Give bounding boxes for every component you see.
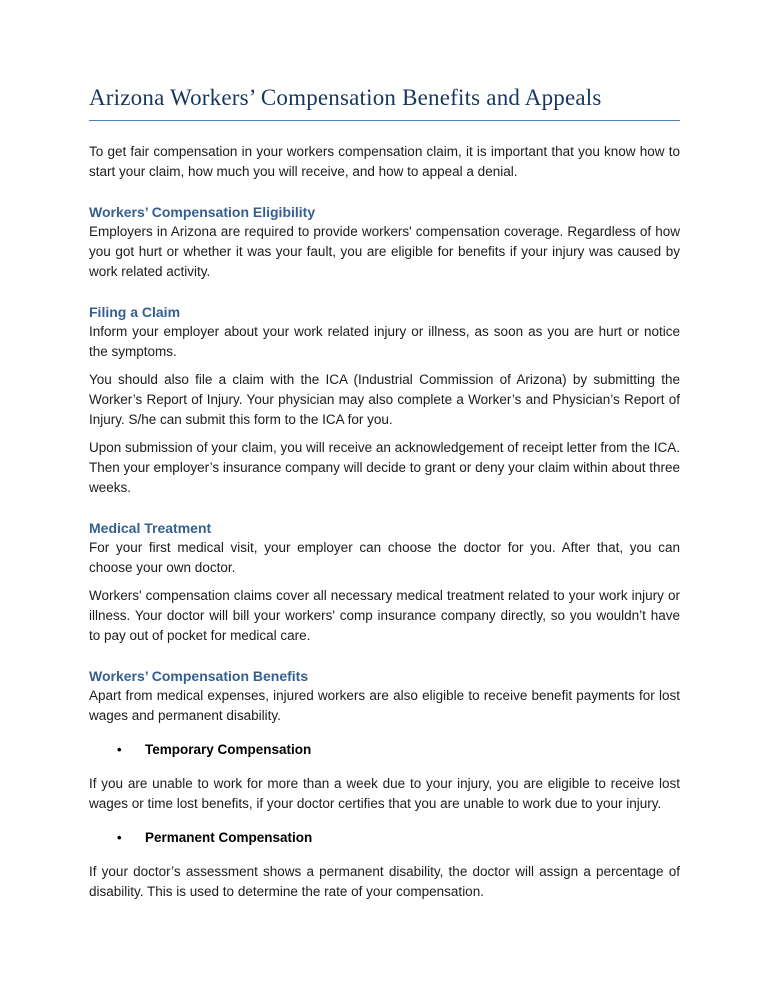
paragraph: Upon submission of your claim, you will receive an acknowledgement of receipt letter from the ICA. Then your employer’s insurance company will decide to grant or deny your claim within about three weeks. [89,440,680,495]
section-heading-medical-treatment: Medical Treatment [89,520,212,536]
bullet-label: Temporary Compensation [145,742,312,757]
bullet-icon [117,828,145,848]
section-heading-filing-a-claim: Filing a Claim [89,304,181,320]
bullet-label: Permanent Compensation [145,830,313,845]
section-heading-benefits: Workers’ Compensation Benefits [89,668,309,684]
paragraph: You should also file a claim with the ICA (Industrial Commission of Arizona) by submitting the Worker’s Report of Injury. Your physician may also complete a Worker’s and Physician’s Report of Injury. S/he can submit this form to the ICA for you. [89,372,680,427]
paragraph: Inform your employer about your work related injury or illness, as soon as you are hurt or notice the symptoms. [89,324,680,359]
paragraph: Apart from medical expenses, injured workers are also eligible to receive benefit payments for lost wages and permanent disability. [89,688,680,723]
paragraph: For your first medical visit, your employer can choose the doctor for you. After that, you can choose your own doctor. [89,540,680,575]
intro-paragraph: To get fair compensation in your workers compensation claim, it is important that you know how to start your claim, how much you will receive, and how to appeal a denial. [89,144,680,179]
section-heading-eligibility: Workers’ Compensation Eligibility [89,204,316,220]
bullet-item [117,828,680,848]
paragraph: Employers in Arizona are required to provide workers' compensation coverage. Regardless of how you got hurt or whether it was your fault, you are eligible for benefits if your injury was caused by work related activity. [89,224,680,279]
paragraph: If you are unable to work for more than a week due to your injury, you are eligible to receive lost wages or time lost benefits, if your doctor certifies that you are unable to work due to your injury. [89,776,680,811]
bullet-item [117,740,680,760]
page-title: Arizona Workers’ Compensation Benefits and Appeals [89,84,680,121]
bullet-icon [117,740,145,760]
paragraph: Workers' compensation claims cover all necessary medical treatment related to your work injury or illness. Your doctor will bill your workers' comp insurance company directly, so you wouldn’t have to pay out of pocket for medical care. [89,588,680,643]
paragraph: If your doctor’s assessment shows a permanent disability, the doctor will assign a percentage of disability. This is used to determine the rate of your compensation. [89,864,680,899]
